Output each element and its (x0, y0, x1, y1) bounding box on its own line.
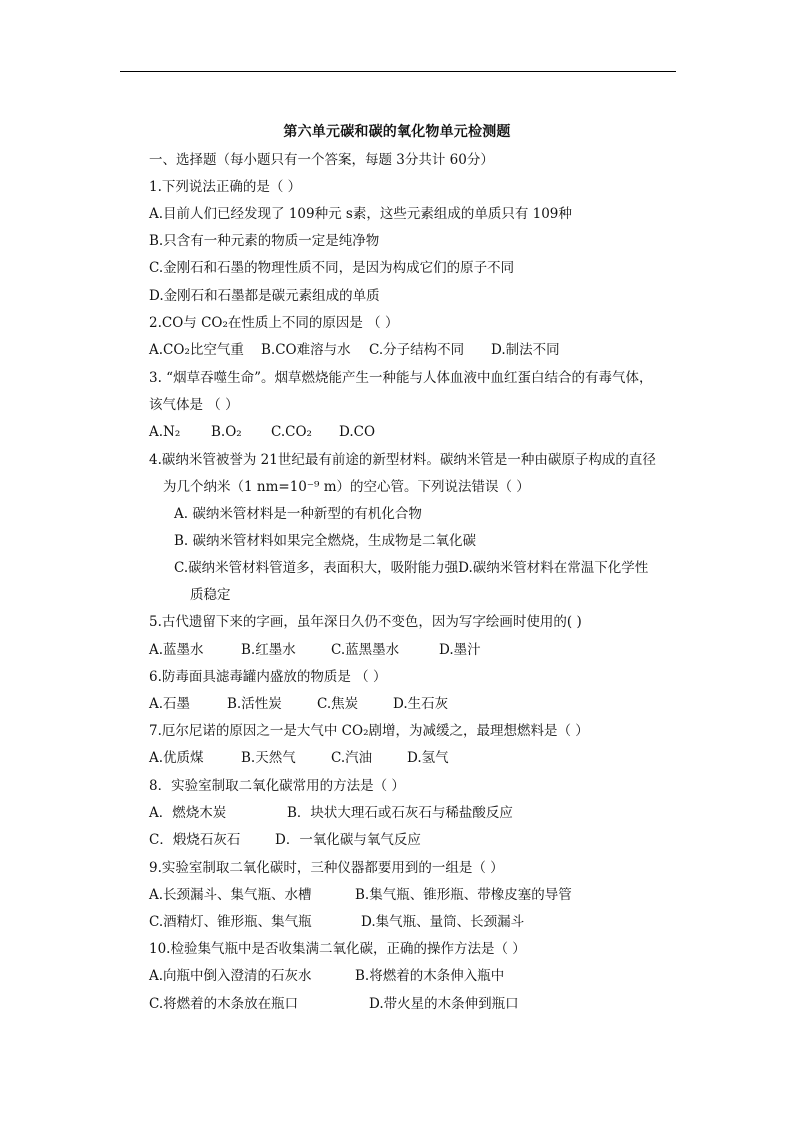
q1-option-a: A.目前人们已经发现了 109种元 s素，这些元素组成的单质只有 109种 (149, 206, 572, 222)
q10-option-c: C.将燃着的木条放在瓶口 (149, 996, 299, 1012)
q7-options (149, 748, 449, 768)
q7-option-d: D.氢气 (407, 750, 449, 766)
q8-option-a: A．燃烧木炭 (149, 805, 227, 821)
q3-option-c: C.CO₂ (271, 424, 312, 440)
q5-stem: 5.古代遗留下来的字画，虽年深日久仍不变色，因为写字绘画时使用的( ) (149, 614, 582, 630)
q5-option-c: C.蓝黑墨水 (331, 642, 400, 658)
q3-option-a: A.N₂ (149, 424, 181, 440)
q10-option-a: A.向瓶中倒入澄清的石灰水 (149, 968, 312, 984)
q2-option-d: D.制法不同 (491, 342, 560, 358)
section-heading: 一、选择题（每小题只有一个答案，每题 3分共计 60分） (149, 152, 494, 168)
q8-options-ab (149, 803, 513, 823)
q6-stem: 6.防毒面具滤毒罐内盛放的物质是 （ ） (149, 669, 387, 685)
q8-option-b: B．块状大理石或石灰石与稀盐酸反应 (287, 805, 513, 821)
q4-stem-line2: 为几个纳米（1 nm=10⁻⁹ m）的空心管。下列说法错误（ ） (163, 479, 530, 495)
q10-option-d: D.带火星的木条伸到瓶口 (369, 996, 519, 1012)
header-rule (120, 71, 676, 72)
q3-option-b: B.O₂ (211, 424, 242, 440)
q4-options-cd (174, 558, 648, 578)
q6-options (149, 694, 448, 714)
q8-option-c: C．煅烧石灰石 (149, 832, 241, 848)
q8-options-cd (149, 830, 421, 850)
q4-option-d: D.碳纳米管材料在常温下化学性 (458, 560, 649, 576)
q5-option-b: B.红墨水 (241, 642, 296, 658)
q1-stem: 1.下列说法正确的是（ ） (149, 179, 302, 195)
q7-option-c: C.汽油 (331, 750, 373, 766)
q10-option-b: B.将燃着的木条伸入瓶中 (355, 968, 505, 984)
q3-stem-line1: 3. “烟草吞噬生命”。烟草燃烧能产生一种能与人体血液中血红蛋白结合的有毒气体， (149, 370, 653, 386)
q4-option-c: C.碳纳米管材料管道多，表面积大，吸附能力强 (174, 560, 459, 576)
q5-options (149, 640, 481, 660)
q10-options-cd (149, 994, 519, 1014)
q3-stem-line2: 该气体是 （ ） (149, 397, 239, 413)
page-title: 第六单元碳和碳的氧化物单元检测题 (283, 124, 511, 140)
q9-options-ab (149, 885, 572, 905)
q3-options (149, 422, 375, 442)
q10-stem: 10.检验集气瓶中是否收集满二氧化碳，正确的操作方法是（ ） (149, 941, 526, 957)
q2-option-a: A.CO₂比空气重 (149, 342, 244, 358)
q9-option-c: C.酒精灯、锥形瓶、集气瓶 (149, 914, 312, 930)
q2-option-c: C.分子结构不同 (369, 342, 465, 358)
q3-option-d: D.CO (339, 424, 376, 440)
q8-option-d: D．一氧化碳与氧气反应 (275, 832, 421, 848)
q4-option-a: A. 碳纳米管材料是一种新型的有机化合物 (174, 506, 422, 522)
q7-stem: 7.厄尔尼诺的原因之一是大气中 CO₂剧增，为减缓之，最理想燃料是（ ） (149, 723, 589, 739)
q6-option-c: C.焦炭 (317, 696, 359, 712)
q4-option-d-continued: 质稳定 (190, 587, 231, 603)
q2-options (149, 340, 560, 360)
q9-stem: 9.实验室制取二氧化碳时，三种仪器都要用到的一组是（ ） (149, 860, 504, 876)
q6-option-a: A.石墨 (149, 696, 191, 712)
q7-option-a: A.优质煤 (149, 750, 204, 766)
q2-option-b: B.CO难溶与水 (261, 342, 351, 358)
q10-options-ab (149, 966, 504, 986)
q5-option-a: A.蓝墨水 (149, 642, 204, 658)
q1-option-d: D.金刚石和石墨都是碳元素组成的单质 (149, 288, 380, 304)
q5-option-d: D.墨汁 (439, 642, 481, 658)
q2-stem: 2.CO与 CO₂在性质上不同的原因是 （ ） (149, 315, 399, 331)
q8-stem: 8．实验室制取二氧化碳常用的方法是（ ） (149, 778, 405, 794)
q4-stem-line1: 4.碳纳米管被誉为 21世纪最有前途的新型材料。碳纳米管是一种由碳原子构成的直径 (149, 452, 656, 468)
q7-option-b: B.天然气 (241, 750, 296, 766)
q6-option-b: B.活性炭 (227, 696, 282, 712)
q9-options-cd (149, 912, 524, 932)
q1-option-c: C.金刚石和石墨的物理性质不同，是因为构成它们的原子不同 (149, 260, 515, 276)
q9-option-a: A.长颈漏斗、集气瓶、水槽 (149, 887, 312, 903)
q9-option-d: D.集气瓶、量筒、长颈漏斗 (361, 914, 525, 930)
q6-option-d: D.生石灰 (393, 696, 449, 712)
q1-option-b: B.只含有一种元素的物质一定是纯净物 (149, 233, 380, 249)
q4-option-b: B. 碳纳米管材料如果完全燃烧，生成物是二氧化碳 (174, 533, 477, 549)
q9-option-b: B.集气瓶、锥形瓶、带橡皮塞的导管 (355, 887, 572, 903)
